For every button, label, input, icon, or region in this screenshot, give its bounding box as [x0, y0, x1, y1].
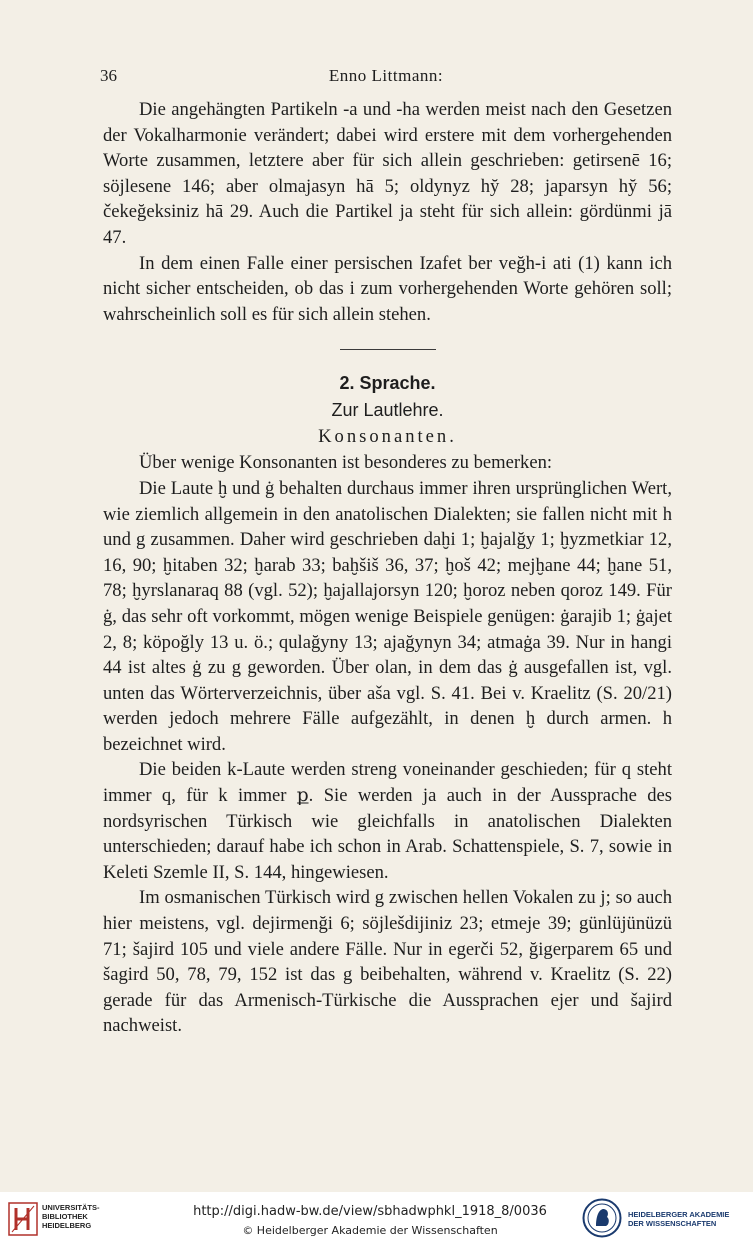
paragraph-h-laute: Die Laute ḫ und ġ behalten durchaus immer ihren ursprünglichen Wert, wie ziemlich allgemein in den anatolischen Dialekten; sie fallen nicht mit h und g zusammen. Daher wird geschrieben daḫi 1; ḫajalğy 1; ḫyzmetkiar 12, 16, 90; ḫitaben 32; ḫarab 33; baḫšiš 36, 37; ḫoš 42; mejḫane 44; ḫane 51, 78; ḫyrslanaraq 88 (vgl. 52); ḫajallajorsyn 120; ḫoroz neben qoroz 149. Für ġ, das sehr oft vorkommt, mögen wenige Beispiele genügen: ġarajib 1; ġajet 2, 8; köpoğly 13 u. ö.; qulağyny 13; ajağynyn 34; atmaġa 39. Nur in hangi 44 ist altes ġ zu g geworden. Über olan, in dem das ġ ausgefallen ist, vgl. unten das Wörterverzeichnis, über aša vgl. S. 41. Bei v. Kraelitz (S. 20/21) werden jedoch mehrere Fälle aufgezählt, in denen ḫ durch armen. h bezeichnet wird.: [103, 477, 672, 755]
copyright-notice: © Heidelberger Akademie der Wissenschaften: [242, 1224, 498, 1237]
paragraph-g-zu-j: Im osmanischen Türkisch wird g zwischen hellen Vokalen zu j; so auch hier meistens, vgl. dejirmenği 6; söjlešdijiniz 23; etmeje 39; günlüjünüzü 71; šajird 105 und viele andere Fälle. Nur in egerči 52, ğigerparem 65 und šagird 50, 78, 79, 152 ist das g beibehalten, während v. Kraelitz (S. 22) gerade für das Armenisch-Türkische die Aussprachen ejer und šajird nachweist.: [103, 887, 672, 1037]
paragraph-particles: Die angehängten Partikeln -a und -ha werden meist nach den Gesetzen der Vokalharmonie verändert; dabei wird erstere mit dem vorhergehenden Worte zusammen, letztere aber für sich allein geschrieben: getirsenē 16; söjlesene 146; aber olmajasyn hā 5; oldynyz hy̆ 28; japarsyn hy̆ 56; čekeğeksiniz hā 29. Auch die Partikel ja steht für sich allein: gördünmi jā 47.: [103, 99, 672, 248]
section-subsubtitle: Konsonanten.: [318, 426, 457, 448]
paragraph-k-laute: Die beiden k-Laute werden streng voneinander geschieden; für q steht immer ԛ, für k immer ք. Sie werden ja auch in der Aussprache des nordsyrischen Türkisch wie gleichfalls in anatolischen Dialekten unterschieden; darauf habe ich schon in Arab. Schattenspiele, S. 7, sowie in Keleti Szemle II, S. 144, hingewiesen.: [103, 759, 672, 883]
page-header: [100, 66, 672, 88]
section-divider: [340, 349, 436, 350]
body-text: [103, 97, 672, 1039]
university-library-logo[interactable]: [8, 1200, 148, 1240]
library-name: UNIVERSITÄTS- BIBLIOTHEK HEIDELBERG: [42, 1203, 100, 1230]
paragraph-intro: Über wenige Konsonanten ist besonderes zu bemerken:: [139, 452, 553, 474]
paragraph-izafet: In dem einen Falle einer persischen Izafet ber veğh-i ati (1) kann ich nicht sicher entscheiden, ob das i zum vorhergehenden Worte gehören soll; wahrscheinlich soll es für sich allein stehen.: [103, 252, 672, 325]
academy-name: HEIDELBERGER AKADEMIE DER WISSENSCHAFTEN: [628, 1210, 730, 1228]
library-logo-icon: [8, 1202, 38, 1236]
permalink-url[interactable]: http://digi.hadw-bw.de/view/sbhadwphkl_1918_8/0036: [193, 1204, 547, 1219]
academy-logo[interactable]: [582, 1198, 750, 1242]
academy-seal-icon: [582, 1198, 622, 1238]
section-subtitle: Zur Lautlehre.: [331, 400, 444, 421]
section-title: 2. Sprache.: [339, 373, 436, 394]
page-number: 36: [100, 66, 117, 85]
digitization-footer: [0, 1192, 753, 1247]
running-head: Enno Littmann:: [328, 66, 444, 85]
